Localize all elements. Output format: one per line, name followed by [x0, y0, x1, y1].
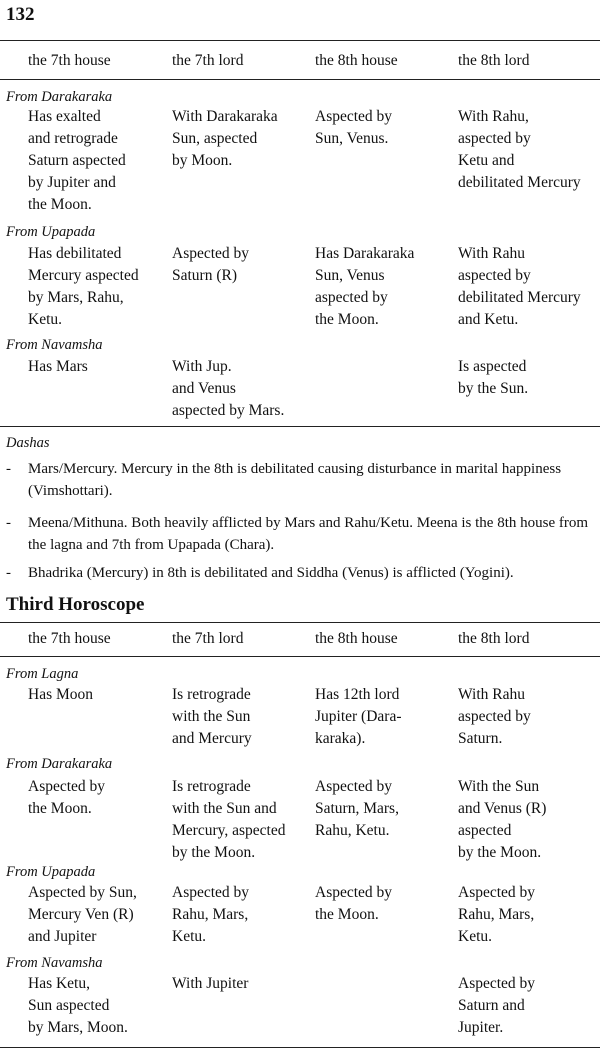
table-cell: Aspected by Saturn, Mars, Rahu, Ketu.	[315, 778, 399, 839]
section-label: From Upapada	[6, 864, 96, 880]
table-cell: Aspected by Saturn (R)	[172, 245, 250, 284]
table-cell: Aspected by Rahu, Mars, Ketu.	[458, 884, 536, 945]
section-heading: Third Horoscope	[6, 594, 145, 615]
dasha-item	[6, 512, 596, 556]
table-2-header-8th-lord: the 8th lord	[458, 630, 530, 647]
table-1-top-rule	[0, 40, 600, 41]
table-cell: Aspected by the Moon.	[28, 778, 106, 817]
dasha-item	[6, 562, 596, 584]
table-1-header-8th-lord: the 8th lord	[458, 52, 530, 69]
section-label: From Navamsha	[6, 955, 103, 971]
table-1-header-8th-house: the 8th house	[315, 52, 398, 69]
table-cell: Has Mars	[28, 358, 88, 375]
section-label: From Darakaraka	[6, 89, 113, 105]
dasha-item	[6, 458, 596, 502]
table-cell: Aspected by Saturn and Jupiter.	[458, 975, 536, 1036]
table-cell: Aspected by Sun, Venus.	[315, 108, 393, 147]
table-1-header-7th-lord: the 7th lord	[172, 52, 244, 69]
table-cell: With Rahu aspected by Saturn.	[458, 686, 531, 747]
table-cell: Aspected by Sun, Mercury Ven (R) and Jupiter	[28, 884, 137, 945]
section-label: From Upapada	[6, 224, 96, 240]
table-2-header-7th-lord: the 7th lord	[172, 630, 244, 647]
table-cell: Aspected by Rahu, Mars, Ketu.	[172, 884, 250, 945]
table-1-bottom-rule	[0, 426, 600, 427]
table-2-top-rule	[0, 622, 600, 623]
table-cell: Has 12th lord Jupiter (Dara- karaka).	[315, 686, 402, 747]
dasha-text: Meena/Mithuna. Both heavily afflicted by Mars and Rahu/Ketu. Meena is the 8th house from the lagna and 7th from Upapada (Chara).	[28, 515, 589, 553]
table-2-bottom-rule	[0, 1047, 600, 1048]
table-2-header-8th-house: the 8th house	[315, 630, 398, 647]
table-1-header-rule	[0, 79, 600, 80]
section-label: From Lagna	[6, 666, 79, 682]
table-cell: With Jupiter	[172, 975, 249, 992]
table-cell: Is retrograde with the Sun and Mercury	[172, 686, 252, 747]
table-cell: With Rahu aspected by debilitated Mercury and Ketu.	[458, 245, 581, 328]
table-2-header-7th-house: the 7th house	[28, 630, 111, 647]
table-2-header-rule	[0, 656, 600, 657]
table-cell: Aspected by the Moon.	[315, 884, 393, 923]
bullet-dash: -	[6, 461, 11, 477]
dashas-title: Dashas	[6, 435, 50, 451]
dasha-text: Bhadrika (Mercury) in 8th is debilitated and Siddha (Venus) is afflicted (Yogini).	[28, 565, 514, 581]
section-label: From Darakaraka	[6, 756, 113, 772]
table-1-header-7th-house: the 7th house	[28, 52, 111, 69]
table-cell: Is retrograde with the Sun and Mercury, aspected by the Moon.	[172, 778, 286, 861]
table-cell: Has exalted and retrograde Saturn aspected by Jupiter and the Moon.	[28, 108, 126, 213]
table-cell: With the Sun and Venus (R) aspected by the Moon.	[458, 778, 547, 861]
bullet-dash: -	[6, 565, 11, 581]
table-cell: Has Moon	[28, 686, 94, 703]
table-cell: Is aspected by the Sun.	[458, 358, 529, 397]
table-cell: Has Darakaraka Sun, Venus aspected by the Moon.	[315, 245, 415, 328]
dasha-text: Mars/Mercury. Mercury in the 8th is debilitated causing disturbance in marital happiness (Vimshottari).	[28, 461, 562, 499]
table-cell: With Darakaraka Sun, aspected by Moon.	[172, 108, 278, 169]
bullet-dash: -	[6, 515, 11, 531]
section-label: From Navamsha	[6, 337, 103, 353]
table-cell: With Jup. and Venus aspected by Mars.	[172, 358, 285, 419]
table-cell: Has Ketu, Sun aspected by Mars, Moon.	[28, 975, 128, 1036]
page-number: 132	[6, 4, 35, 25]
table-cell: Has debilitated Mercury aspected by Mars, Rahu, Ketu.	[28, 245, 139, 328]
table-cell: With Rahu, aspected by Ketu and debilitated Mercury	[458, 108, 581, 191]
